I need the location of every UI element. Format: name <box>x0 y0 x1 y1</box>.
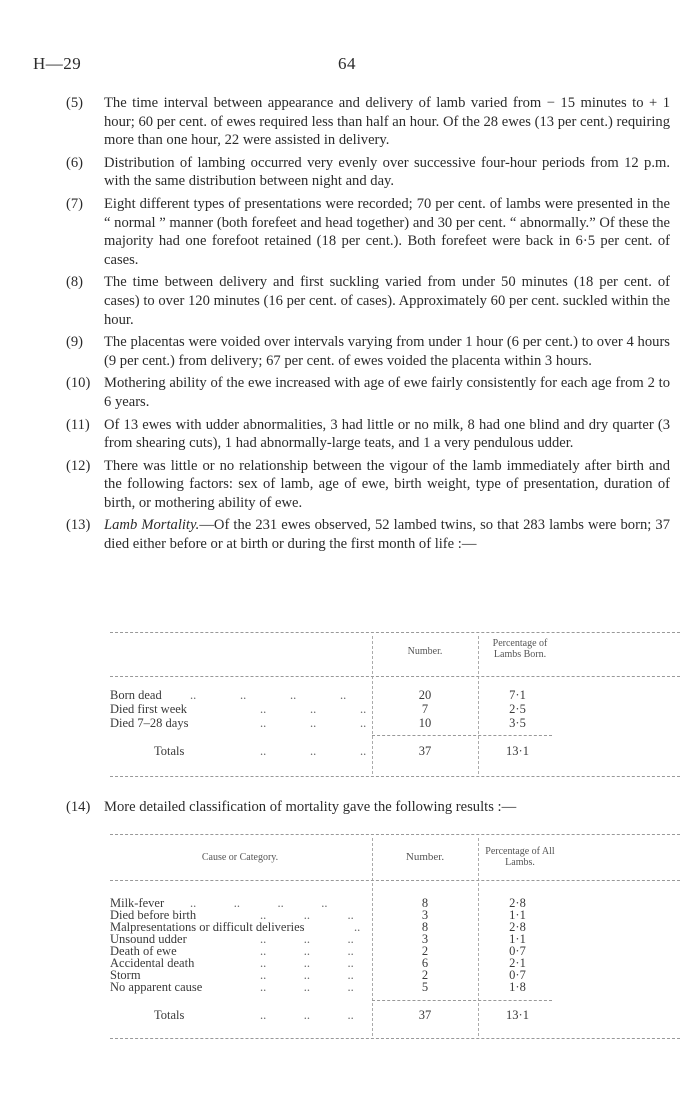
item-text: The placentas were voided over intervals varying from under 1 hour (6 per cent.) to over 4 hours (9 per cent.) from delivery; 67 per cent. of ewes voided the placenta within 3 hours. <box>104 334 670 369</box>
section-label: Lamb Mortality. <box>104 517 200 534</box>
item-number: (8) <box>66 274 84 291</box>
item-text: More detailed classification of mortality gave the following results :— <box>104 799 517 815</box>
row-number: 7 <box>421 702 429 716</box>
header-number: Number. <box>407 646 443 657</box>
row-label: Death of ewe <box>110 944 177 958</box>
leader-dots: .. .. .. <box>260 956 354 970</box>
item-number: (13) <box>66 517 91 534</box>
item-text: The time between delivery and first suckling varied from under 50 minutes (18 per cent. of cases) to over 120 minutes (16 per cent. of cases). Approximately 60 per cent. suckled within the hour. <box>104 274 670 328</box>
row-percentage: 3·5 <box>509 716 526 730</box>
row-label: Malpresentations or difficult deliveries <box>110 920 305 934</box>
header-number: Number. <box>405 851 445 863</box>
totals-number: 37 <box>418 744 432 758</box>
totals-percentage: 13·1 <box>506 744 529 758</box>
row-label: Unsound udder <box>110 932 187 946</box>
totals-rule <box>372 735 552 736</box>
row-percentage: 7·1 <box>509 688 526 702</box>
item-text: Eight different types of presentations were recorded; 70 per cent. of lambs were presented in the “ normal ” manner (both forefeet and head together) and 30 per cent. “ abnormally.” Of these the majority had one forefoot retained (18 per cent.). Both forefeet were back in 6·5 per cent. of cases. <box>104 195 670 268</box>
list-item <box>66 154 670 191</box>
totals-label: Totals <box>154 1008 185 1022</box>
header-cause: Cause or Category. <box>201 852 279 863</box>
header-percentage: Percentage of Lambs Born. <box>492 638 548 660</box>
item-text: The time interval between appearance and delivery of lamb varied from − 15 minutes to + 1 hour; 60 per cent. of ewes required less than half an hour. Of the 28 ewes (13 per cent.) requiring more than one hour, 22 were assisted in delivery. <box>104 95 670 149</box>
mortality-cause-table <box>110 834 680 1044</box>
row-percentage: 0·7 <box>509 944 526 958</box>
item-text: Mothering ability of the ewe increased with age of ewe fairly consistently for each age from 2 to 6 years. <box>104 375 670 410</box>
item-text: Of 13 ewes with udder abnormalities, 3 had little or no milk, 8 had one blind and dry quarter (3 from shearing cuts), 1 had abnormally-large teats, and 1 a very pendulous udder. <box>104 416 670 452</box>
page-number: 64 <box>338 54 356 73</box>
item-number: (12) <box>66 457 91 474</box>
item-text: —Of the 231 ewes observed, 52 lambed twins, so that 283 lambs were born; 37 died either before or at birth or during the first month of life :— <box>104 517 670 553</box>
row-percentage: 2·8 <box>509 896 526 910</box>
totals-rule <box>372 1000 552 1001</box>
list-item <box>66 374 670 411</box>
leader-dots: .. .. .. <box>260 980 354 994</box>
row-number: 20 <box>418 688 432 702</box>
header-rule <box>110 880 680 881</box>
list-item <box>66 195 670 269</box>
row-label: Milk-fever <box>110 896 165 910</box>
column-divider <box>372 636 373 774</box>
row-number: 5 <box>421 980 429 994</box>
column-divider <box>372 838 373 1036</box>
row-number: 6 <box>421 956 429 970</box>
row-percentage: 1·1 <box>509 908 526 922</box>
item-number: (11) <box>66 416 90 433</box>
findings-list-continued <box>66 798 670 821</box>
item-number: (10) <box>66 375 91 392</box>
item-number: (5) <box>66 95 84 111</box>
list-item <box>66 94 670 150</box>
item-text: Distribution of lambing occurred very evenly over successive four-hour periods from 12 p.m. with the same distribution between night and day. <box>104 154 670 190</box>
totals-percentage: 13·1 <box>506 1008 529 1022</box>
item-number: (9) <box>66 334 84 351</box>
row-number: 3 <box>421 932 429 946</box>
leader-dots: .. <box>354 920 361 934</box>
column-divider <box>478 838 479 1036</box>
row-label: Born dead <box>110 688 162 702</box>
list-item <box>66 273 670 329</box>
item-number: (14) <box>66 799 91 815</box>
leader-dots: .. .. .. .. <box>190 896 328 910</box>
list-item <box>66 333 670 370</box>
document-reference: H—29 <box>33 54 82 73</box>
leader-dots: .. .. .. <box>260 744 367 758</box>
row-percentage: 1·1 <box>509 932 526 946</box>
table-top-rule <box>110 632 680 633</box>
row-number: 8 <box>421 896 429 910</box>
leader-dots: .. .. .. <box>260 908 354 922</box>
findings-list <box>66 94 670 558</box>
row-number: 8 <box>421 920 429 934</box>
table-bottom-rule <box>110 1038 680 1039</box>
row-percentage: 2·5 <box>509 702 526 716</box>
table-top-rule <box>110 834 680 835</box>
leader-dots: .. .. .. .. <box>190 688 347 702</box>
leader-dots: .. .. .. <box>260 702 367 716</box>
header-percentage: Percentage of All Lambs. <box>485 846 555 868</box>
list-item <box>66 416 670 453</box>
totals-number: 37 <box>418 1008 432 1022</box>
row-label: Died 7–28 days <box>110 716 189 730</box>
row-label: Died first week <box>110 702 188 716</box>
leader-dots: .. .. .. <box>260 968 354 982</box>
row-label: Accidental death <box>110 956 195 970</box>
totals-label: Totals <box>154 744 185 758</box>
row-percentage: 2·8 <box>509 920 526 934</box>
leader-dots: .. .. .. <box>260 1008 354 1022</box>
list-item <box>66 798 670 817</box>
list-item <box>66 457 670 513</box>
header-rule <box>110 676 680 677</box>
leader-dots: .. .. .. <box>260 932 354 946</box>
row-number: 3 <box>421 908 429 922</box>
row-percentage: 1·8 <box>509 980 526 994</box>
table-bottom-rule <box>110 776 680 777</box>
row-label: Storm <box>110 968 141 982</box>
row-number: 2 <box>421 944 429 958</box>
row-number: 10 <box>418 716 432 730</box>
row-percentage: 2·1 <box>509 956 526 970</box>
item-text: There was little or no relationship between the vigour of the lamb immediately after birth and the following factors: sex of lamb, age of ewe, birth weight, type of presentation, duration of birth, or mothering ability of ewe. <box>104 457 670 511</box>
mortality-timing-table <box>110 632 680 782</box>
row-number: 2 <box>421 968 429 982</box>
list-item-lamb-mortality <box>66 516 670 553</box>
row-percentage: 0·7 <box>509 968 526 982</box>
item-number: (6) <box>66 154 84 171</box>
column-divider <box>478 636 479 774</box>
leader-dots: .. .. .. <box>260 716 367 730</box>
row-label: Died before birth <box>110 908 197 922</box>
item-number: (7) <box>66 195 84 212</box>
leader-dots: .. .. .. <box>260 944 354 958</box>
row-label: No apparent cause <box>110 980 203 994</box>
